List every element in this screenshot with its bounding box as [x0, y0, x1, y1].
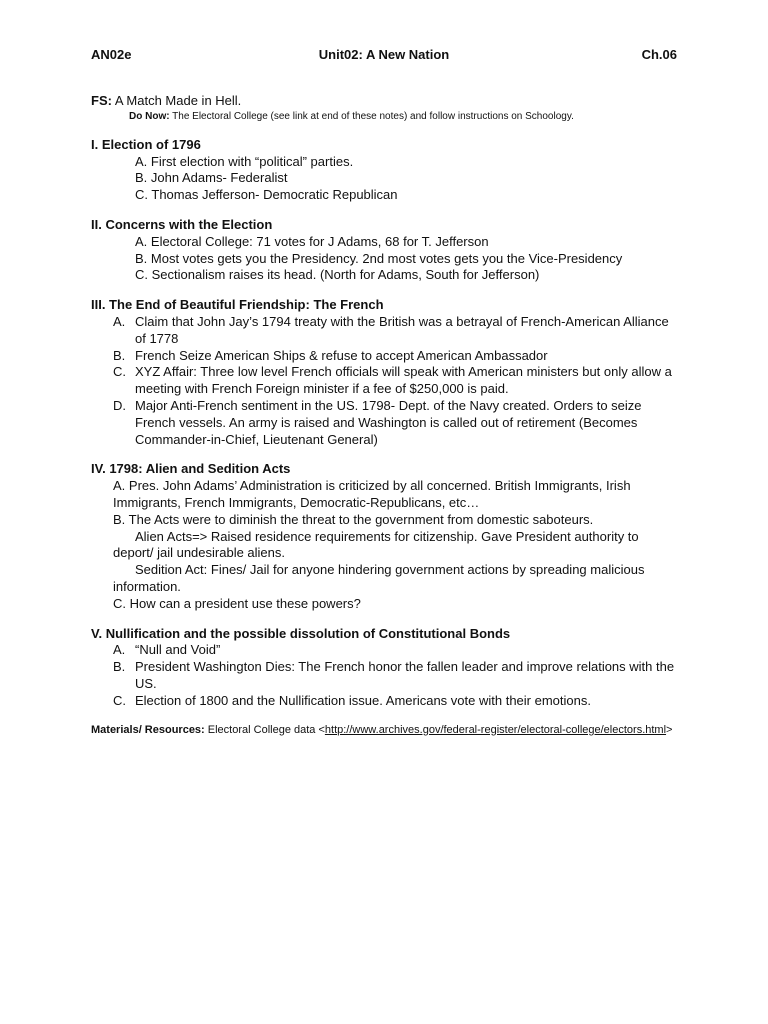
ordered-list — [91, 314, 681, 448]
section-1 — [91, 137, 681, 204]
section-item: C. Thomas Jefferson- Democratic Republican — [135, 187, 398, 203]
list-item-text: Major Anti-French sentiment in the US. 1798- Dept. of the Navy created. Orders to seize French vessels. An army is raised and Washington is called out of retirement (Becomes Commander-in-Chief, Lieutenant General) — [135, 397, 642, 447]
list-item — [91, 398, 681, 448]
section-subitem: Alien Acts=> Raised residence requirements for citizenship. Gave President authority to deport/ jail undesirable aliens. — [113, 528, 639, 561]
section-item: B. The Acts were to diminish the threat to the government from domestic saboteurs. — [113, 511, 594, 527]
section-item: C. Sectionalism raises its head. (North for Adams, South for Jefferson) — [135, 267, 540, 283]
list-item-text: XYZ Affair: Three low level French officials will speak with American ministers but only allow a meeting with French Foreign minister if a fee of $250,000 is paid. — [135, 364, 672, 397]
focus-statement — [91, 93, 681, 110]
list-item — [91, 642, 681, 659]
materials-resources — [91, 723, 681, 738]
ordered-list — [91, 642, 681, 709]
list-marker: C. — [113, 692, 126, 708]
section-item: A. First election with “political” parties. — [135, 153, 354, 169]
section-3 — [91, 297, 681, 448]
section-heading: IV. 1798: Alien and Sedition Acts — [91, 461, 291, 477]
list-marker: B. — [113, 659, 126, 675]
section-item: C. How can a president use these powers? — [113, 595, 361, 611]
section-4 — [91, 461, 681, 612]
fs-text: A Match Made in Hell. — [111, 93, 242, 108]
list-item-text: “Null and Void” — [135, 642, 221, 658]
electoral-college-link[interactable]: http://www.archives.gov/federal-register/electoral-college/electors.html — [324, 723, 667, 736]
list-item — [91, 314, 681, 348]
do-now-text: The Electoral College (see link at end of these notes) and follow instructions on Schoology. — [169, 110, 574, 122]
section-heading: I. Election of 1796 — [91, 136, 201, 152]
chapter-label: Ch.06 — [641, 47, 677, 62]
list-marker: A. — [113, 313, 126, 329]
list-item-text: President Washington Dies: The French honor the fallen leader and improve relations with the US. — [135, 659, 675, 691]
section-item: A. Electoral College: 71 votes for J Adams, 68 for T. Jefferson — [135, 233, 489, 249]
materials-text: Electoral College data < — [204, 723, 325, 736]
list-marker: C. — [113, 364, 126, 380]
do-now — [129, 110, 681, 124]
materials-label: Materials/ Resources: — [91, 723, 205, 736]
do-now-label: Do Now: — [129, 110, 170, 122]
section-heading: V. Nullification and the possible dissolution of Constitutional Bonds — [91, 625, 511, 641]
list-marker: A. — [113, 642, 126, 658]
list-item-text: French Seize American Ships & refuse to accept American Ambassador — [135, 347, 548, 363]
section-item: A. Pres. John Adams’ Administration is criticized by all concerned. British Immigrants, Irish Immigrants, French Immigrants, Democratic-Republicans, etc… — [113, 478, 631, 510]
materials-close: > — [666, 723, 673, 736]
list-item-text: Claim that John Jay’s 1794 treaty with the British was a betrayal of French-American Alliance of 1778 — [135, 313, 669, 346]
page-header — [91, 47, 677, 65]
fs-label: FS: — [91, 93, 112, 108]
section-subitem: Sedition Act: Fines/ Jail for anyone hindering government actions by spreading malicious information. — [113, 562, 645, 594]
unit-title: Unit02: A New Nation — [318, 47, 450, 62]
list-item — [91, 693, 681, 710]
section-item: B. John Adams- Federalist — [135, 170, 288, 186]
section-2 — [91, 217, 681, 284]
section-item: B. Most votes gets you the Presidency. 2nd most votes gets you the Vice-Presidency — [135, 250, 623, 266]
section-heading: II. Concerns with the Election — [91, 216, 273, 232]
course-code: AN02e — [91, 47, 132, 62]
list-item-text: Election of 1800 and the Nullification issue. Americans vote with their emotions. — [135, 692, 591, 708]
list-item — [91, 659, 681, 693]
list-item — [91, 348, 681, 365]
list-marker: B. — [113, 347, 126, 363]
list-marker: D. — [113, 397, 126, 413]
notes-body — [91, 93, 681, 749]
section-5 — [91, 626, 681, 710]
list-item — [91, 364, 681, 398]
section-heading: III. The End of Beautiful Friendship: The French — [91, 297, 384, 313]
